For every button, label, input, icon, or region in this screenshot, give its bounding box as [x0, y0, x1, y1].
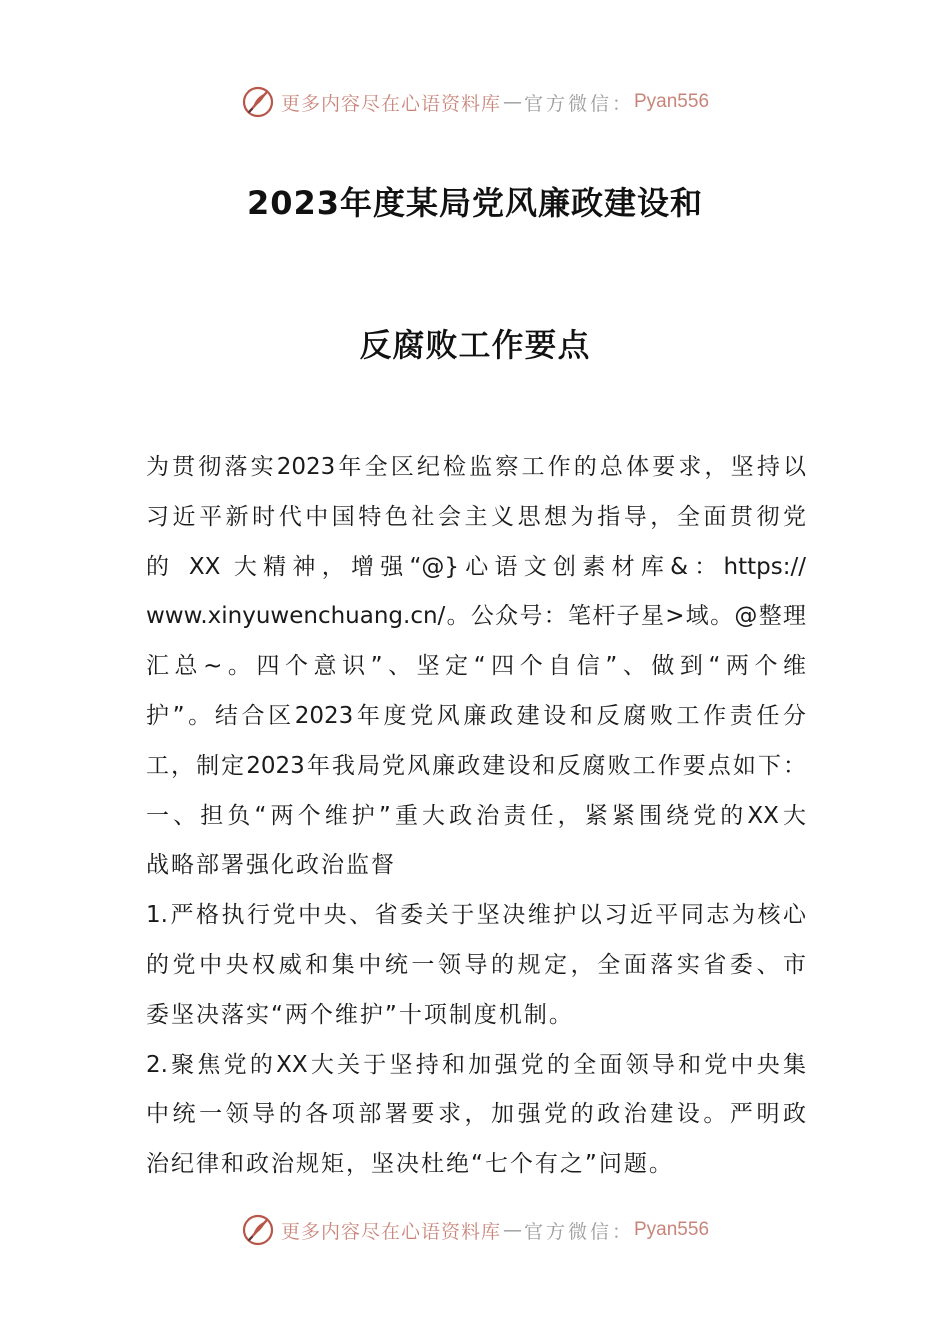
document-title-line-2: 反腐败工作要点	[359, 326, 591, 364]
watermark-account-label: 官方微信：	[523, 92, 634, 115]
body-line: 中统一领导的各项部署要求，加强党的政治建设。严明政	[146, 1101, 806, 1128]
watermark-site-text: 更多内容尽在心语资料库	[280, 92, 501, 115]
body-line: 委坚决落实“两个维护”十项制度机制。	[146, 1001, 574, 1028]
body-line: 汇总~。四个意识”、坚定“四个自信”、做到“两个维	[146, 653, 806, 680]
footer-watermark	[0, 1210, 950, 1250]
body-line: 的党中央权威和集中统一领导的规定，全面落实省委、市	[146, 951, 806, 978]
watermark-separator: —	[502, 91, 522, 113]
document-title-line-1: 2023年度某局党风廉政建设和	[246, 184, 704, 222]
quill-logo-icon	[241, 85, 275, 119]
watermark-site-text: 更多内容尽在心语资料库	[280, 1220, 501, 1243]
quill-logo-icon	[241, 1213, 275, 1247]
watermark-separator: —	[502, 1219, 522, 1241]
body-line: 2.聚焦党的XX大关于坚持和加强党的全面领导和党中央集	[146, 1051, 806, 1078]
body-line: 习近平新时代中国特色社会主义思想为指导，全面贯彻党	[146, 503, 806, 530]
body-line: 为贯彻落实2023年全区纪检监察工作的总体要求，坚持以	[146, 454, 806, 480]
header-watermark	[0, 82, 950, 122]
body-line: 护”。结合区2023年度党风廉政建设和反腐败工作责任分	[146, 702, 806, 729]
body-line: 1.严格执行党中央、省委关于坚决维护以习近平同志为核心	[146, 902, 806, 929]
watermark-account-id: Pyan556	[634, 1219, 710, 1240]
body-line: www.xinyuwenchuang.cn/。公众号：笔杆子星>域。@整理	[146, 603, 806, 630]
document-body	[146, 443, 806, 1190]
body-line: 的 XX 大精神，增强“@}心语文创素材库&：https://	[146, 553, 806, 580]
watermark-account-label: 官方微信：	[523, 1220, 634, 1243]
body-line: 治纪律和政治规矩，坚决杜绝“七个有之”问题。	[146, 1151, 674, 1178]
body-line: 一、担负“两个维护”重大政治责任，紧紧围绕党的XX大	[146, 802, 806, 829]
watermark-account-id: Pyan556	[634, 91, 710, 112]
body-line: 战略部署强化政治监督	[146, 852, 396, 879]
body-line: 工，制定2023年我局党风廉政建设和反腐败工作要点如下：	[146, 752, 806, 779]
